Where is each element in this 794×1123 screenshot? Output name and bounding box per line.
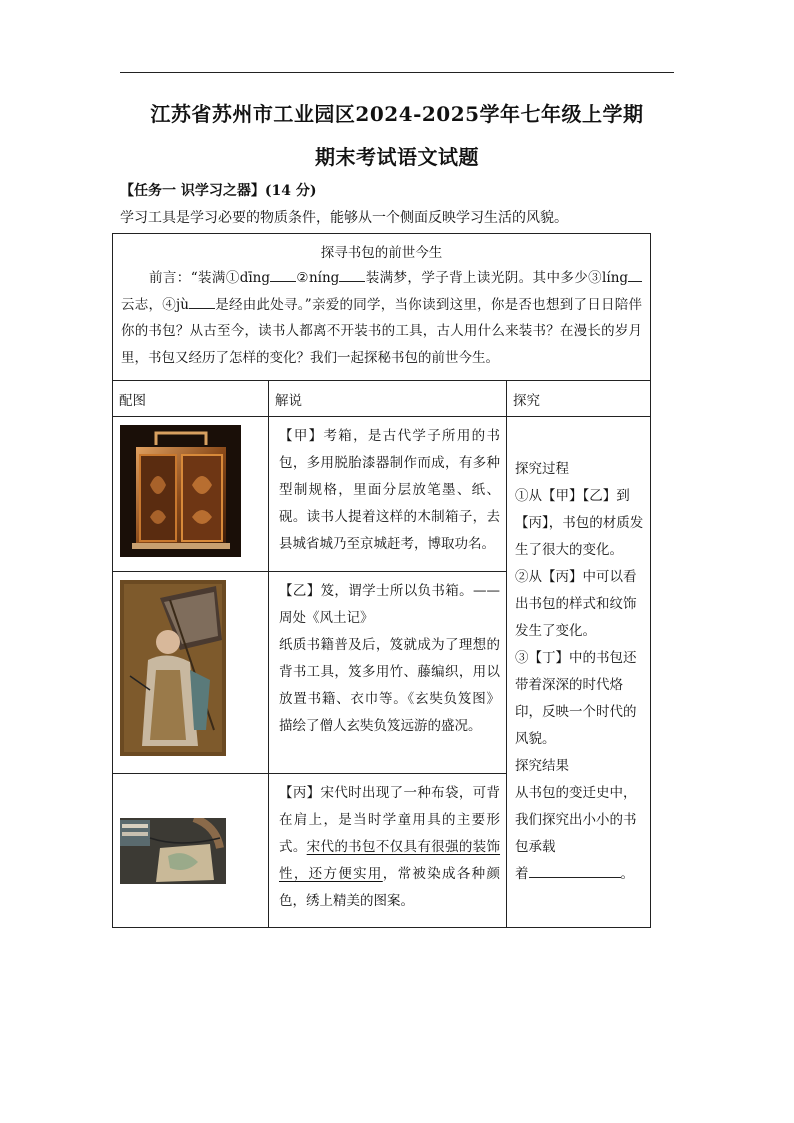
- result-text: [515, 780, 644, 888]
- task-intro: 学习工具是学习必要的物质条件，能够从一个侧面反映学习生活的风貌。: [120, 210, 568, 226]
- header-col-explore: 探究: [507, 381, 651, 417]
- result-part: 着: [515, 866, 529, 882]
- blank-3[interactable]: [628, 267, 642, 282]
- preface-part: 装满梦，学子背上读光阴。其中多少③líng: [365, 270, 629, 286]
- process-title: 探究过程: [515, 461, 569, 477]
- result-part: 。: [620, 866, 634, 882]
- card-title: 探寻书包的前世今生: [320, 245, 443, 261]
- schoolbag-table: [112, 233, 651, 928]
- explain-bing: [269, 774, 507, 928]
- result-blank[interactable]: [529, 861, 621, 878]
- image-cell-jia: [113, 417, 269, 572]
- process-item-2: ②从【丙】中可以看出书包的样式和纹饰发生了变化。: [515, 569, 637, 639]
- header-rule: [120, 72, 674, 73]
- explain-yi: 【乙】笈，谓学士所以负书箱。——周处《风土记》 纸质书籍普及后，笈就成为了理想的背书工具，笈多用竹、藤编织，用以放置书籍、衣巾等。《玄奘负笈图》描绘了僧人玄奘负笈远游的盛况。: [269, 572, 507, 774]
- preface-text: [113, 261, 650, 371]
- result-title: 探究结果: [515, 758, 569, 774]
- process-item-1: ①从【甲】【乙】到【丙】，书包的材质发生了很大的变化。: [515, 488, 644, 558]
- preface-part: 是经由此处寻。”亲爱的同学，当你读到这里，你是否也想到了日日陪伴你的书包？从古至今，读书人都离不开装书的工具，古人用什么来装书？在漫长的岁月里，书包又经历了怎样的变化？我们一起探秘书包的前世今生。: [121, 296, 643, 366]
- header-col-image: 配图: [113, 381, 269, 417]
- wooden-book-box-image: [120, 425, 241, 557]
- preface-part: 前言：“装满①dīng: [149, 270, 271, 286]
- cloth-bag-image: [120, 818, 226, 884]
- preface-cell: [113, 234, 651, 381]
- bing-part: 【丙】宋代时出现了一种布袋，可背在肩上，是当时学童用具的主要形式。: [279, 785, 500, 855]
- preface-part: ②níng: [296, 270, 340, 286]
- bing-part: ，常被染成各种颜色，绣上精美的图案。: [279, 866, 500, 909]
- explain-jia: 【甲】考箱，是古代学子所用的书包，多用脱胎漆器制作而成，有多种型制规格，里面分层放笔墨、纸、砚。读书人提着这样的木制箱子，去县城省城乃至京城赶考，博取功名。: [269, 417, 507, 572]
- image-cell-bing: [113, 774, 269, 928]
- blank-4[interactable]: [189, 294, 215, 309]
- blank-2[interactable]: [339, 267, 365, 282]
- xuanzang-painting-image: [120, 580, 226, 756]
- preface-part: 云志，④jù: [121, 296, 189, 313]
- process-item-3: ③【丁】中的书包还带着深深的时代烙印，反映一个时代的风貌。: [515, 650, 637, 747]
- page-title-line1: 江苏省苏州市工业园区2024-2025学年七年级上学期: [150, 102, 644, 126]
- page-title-line2: 期末考试语文试题: [315, 145, 479, 169]
- blank-1[interactable]: [270, 267, 296, 282]
- explore-cell: [507, 417, 651, 928]
- image-cell-yi: [113, 572, 269, 774]
- bing-underlined: 宋代的书包不仅具有很强的装饰性，还方便实用: [279, 839, 501, 882]
- task-heading: 【任务一 识学习之器】(14 分): [120, 183, 317, 199]
- result-part: 从书包的变迁史中，我们探究出小小的书包承载: [515, 785, 637, 855]
- header-col-explain: 解说: [269, 381, 507, 417]
